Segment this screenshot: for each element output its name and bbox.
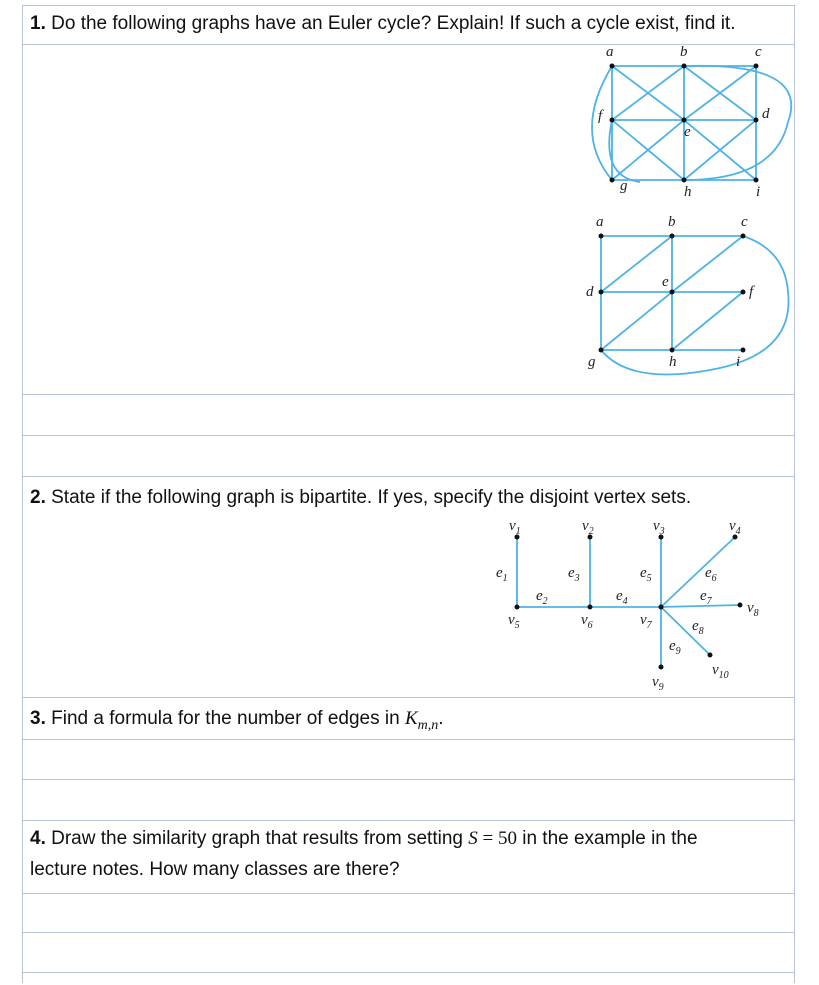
- math-S: S: [468, 828, 478, 849]
- math-equals: = 50: [477, 828, 517, 849]
- question-number: 2.: [30, 487, 46, 508]
- label-a: a: [606, 44, 614, 60]
- vertex-a: [599, 234, 604, 239]
- math-subscript: m,n: [417, 717, 439, 733]
- question-text-cont: in the example in the: [516, 828, 698, 849]
- question-text: Find a formula for the number of edges in: [45, 708, 405, 729]
- question-2: [30, 485, 691, 511]
- row-divider: [22, 435, 795, 436]
- question-4-line-2: lecture notes. How many classes are there?: [30, 859, 400, 880]
- vertex-d: [754, 118, 759, 123]
- label-a: a: [596, 214, 604, 230]
- vertex-g: [599, 348, 604, 353]
- label-e: e: [662, 274, 669, 290]
- question-3: [30, 706, 444, 739]
- label-f: f: [598, 108, 603, 124]
- vertex-v7: [659, 605, 664, 610]
- label-g: g: [620, 178, 628, 194]
- vertex-e: [670, 290, 675, 295]
- label-v7: $v_7$: [640, 612, 652, 631]
- vertex-h: [682, 178, 687, 183]
- label-h: h: [684, 184, 692, 200]
- bipartite-edge-labels: [496, 565, 717, 657]
- label-e7: $e_7$: [700, 588, 712, 607]
- label-i: i: [756, 184, 761, 200]
- question-text: Do the following graphs have an Euler cycle? Explain! If such a cycle exist, find it.: [45, 13, 736, 34]
- math-K: K: [404, 708, 418, 729]
- label-f: f: [749, 284, 754, 300]
- label-e5: $e_5$: [640, 565, 652, 584]
- label-i: i: [736, 354, 741, 370]
- row-divider: [22, 394, 795, 395]
- label-d: d: [762, 106, 770, 122]
- label-v5: $v_5$: [508, 612, 520, 631]
- label-v8: $v_8$: [747, 600, 759, 619]
- question-number: 1.: [30, 13, 46, 34]
- label-v10: $v_{10}$: [712, 662, 729, 681]
- label-v3: $v_3$: [653, 518, 665, 537]
- label-v4: $v_4$: [729, 518, 741, 537]
- row-divider: [22, 476, 795, 477]
- vertex-b: [670, 234, 675, 239]
- vertex-h: [670, 348, 675, 353]
- label-e4: $e_4$: [616, 588, 628, 607]
- row-divider: [22, 972, 795, 973]
- vertex-f: [610, 118, 615, 123]
- vertex-v10: [708, 653, 713, 658]
- vertex-d: [599, 290, 604, 295]
- label-g: g: [588, 354, 596, 370]
- vertex-e: [682, 118, 687, 123]
- label-b: b: [680, 44, 688, 60]
- label-e6: $e_6$: [705, 565, 717, 584]
- label-b: b: [668, 214, 676, 230]
- question-text: Draw the similarity graph that results from setting: [45, 828, 469, 849]
- question-number: 4.: [30, 828, 46, 849]
- label-e8: $e_8$: [692, 618, 704, 637]
- graph-2-edges: [601, 236, 789, 375]
- row-divider: [22, 697, 795, 698]
- row-divider: [22, 932, 795, 933]
- label-h: h: [669, 354, 677, 370]
- label-v6: $v_6$: [581, 612, 593, 631]
- label-e1: $e_1$: [496, 565, 508, 584]
- row-divider: [22, 820, 795, 821]
- vertex-a: [610, 64, 615, 69]
- vertex-i: [741, 348, 746, 353]
- label-c: c: [755, 44, 762, 60]
- label-v1: $v_1$: [509, 518, 521, 537]
- vertex-v5: [515, 605, 520, 610]
- label-v2: $v_2$: [582, 518, 594, 537]
- label-e3: $e_3$: [568, 565, 580, 584]
- vertex-b: [682, 64, 687, 69]
- label-e2: $e_2$: [536, 588, 548, 607]
- vertex-v6: [588, 605, 593, 610]
- row-divider: [22, 779, 795, 780]
- row-divider: [22, 893, 795, 894]
- label-e9: $e_9$: [669, 638, 681, 657]
- vertex-g: [610, 178, 615, 183]
- label-d: d: [586, 284, 594, 300]
- vertex-c: [754, 64, 759, 69]
- row-divider: [22, 5, 795, 6]
- vertex-v8: [738, 603, 743, 608]
- label-c: c: [741, 214, 748, 230]
- vertex-f: [741, 290, 746, 295]
- row-divider: [22, 739, 795, 740]
- euler-graph-1: [580, 42, 819, 202]
- question-number: 3.: [30, 708, 46, 729]
- vertex-i: [754, 178, 759, 183]
- question-4: [30, 826, 698, 852]
- euler-graph-2: [560, 210, 800, 380]
- vertex-v9: [659, 665, 664, 670]
- label-v9: $v_9$: [652, 674, 664, 693]
- label-e: e: [684, 124, 691, 140]
- question-1: [30, 11, 736, 37]
- math-period: .: [438, 708, 444, 729]
- bipartite-graph: [480, 512, 780, 697]
- vertex-c: [741, 234, 746, 239]
- graph-1-edges: [592, 66, 791, 182]
- question-text: State if the following graph is bipartite. If yes, specify the disjoint vertex sets.: [45, 487, 692, 508]
